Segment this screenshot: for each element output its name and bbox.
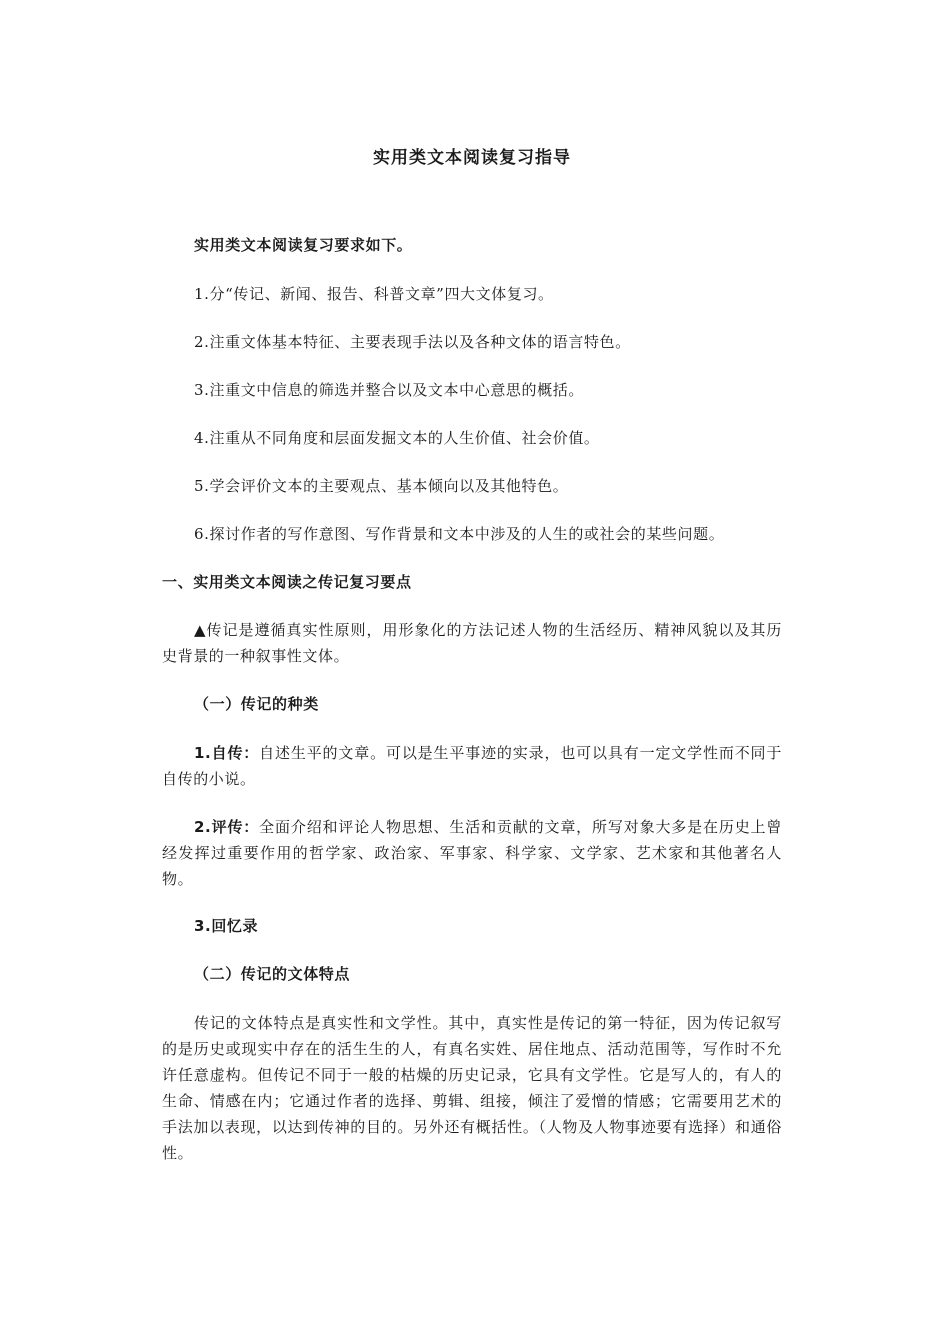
kind-term: 3.回忆录 xyxy=(194,917,259,935)
kind-term: 1.自传： xyxy=(194,744,260,762)
kind-description: 自述生平的文章。可以是生平事迹的实录，也可以具有一定文学性而不同于自传的小说。 xyxy=(162,744,783,788)
biography-definition: ▲传记是遵循真实性原则，用形象化的方法记述人物的生活经历、精神风貌以及其历史背景的一种叙事性文体。 xyxy=(162,621,782,665)
requirement-item-3: 3.注重文中信息的筛选并整合以及文本中心意思的概括。 xyxy=(194,381,584,399)
kind-description: 全面介绍和评论人物思想、生活和贡献的文章，所写对象大多是在历史上曾经发挥过重要作用的哲学家、政治家、军事家、科学家、文学家、艺术家和其他著名人物。 xyxy=(162,818,783,888)
document-title: 实用类文本阅读复习指导 xyxy=(373,148,571,168)
subsection-heading-kinds: （一）传记的种类 xyxy=(194,695,319,713)
kind-item-autobiography xyxy=(162,740,782,792)
requirement-item-1: 1.分“传记、新闻、报告、科普文章”四大文体复习。 xyxy=(194,285,554,303)
subsection-heading-features: （二）传记的文体特点 xyxy=(194,965,351,983)
kind-item-memoir xyxy=(162,913,782,939)
requirement-item-4: 4.注重从不同角度和层面发掘文本的人生价值、社会价值。 xyxy=(194,429,600,447)
kind-term: 2.评传： xyxy=(194,818,260,836)
section-heading-biography: 一、实用类文本阅读之传记复习要点 xyxy=(162,573,412,591)
kind-item-critical-biography xyxy=(162,814,782,892)
requirement-item-6: 6.探讨作者的写作意图、写作背景和文本中涉及的人生的或社会的某些问题。 xyxy=(194,525,725,543)
features-paragraph: 传记的文体特点是真实性和文学性。其中，真实性是传记的第一特征，因为传记叙写的是历史或现实中存在的活生生的人，有真名实姓、居住地点、活动范围等，写作时不允许任意虚构。但传记不同于一般的枯燥的历史记录，它具有文学性。它是写人的，有人的生命、情感在内；它通过作者的选择、剪辑、组接，倾注了爱憎的情感；它需要用艺术的手法加以表现，以达到传神的目的。另外还有概括性。（人物及人物事迹要有选择）和通俗性。 xyxy=(162,1014,782,1162)
requirement-item-2: 2.注重文体基本特征、主要表现手法以及各种文体的语言特色。 xyxy=(194,333,631,351)
requirement-item-5: 5.学会评价文本的主要观点、基本倾向以及其他特色。 xyxy=(194,477,569,495)
intro-heading: 实用类文本阅读复习要求如下。 xyxy=(194,236,413,254)
